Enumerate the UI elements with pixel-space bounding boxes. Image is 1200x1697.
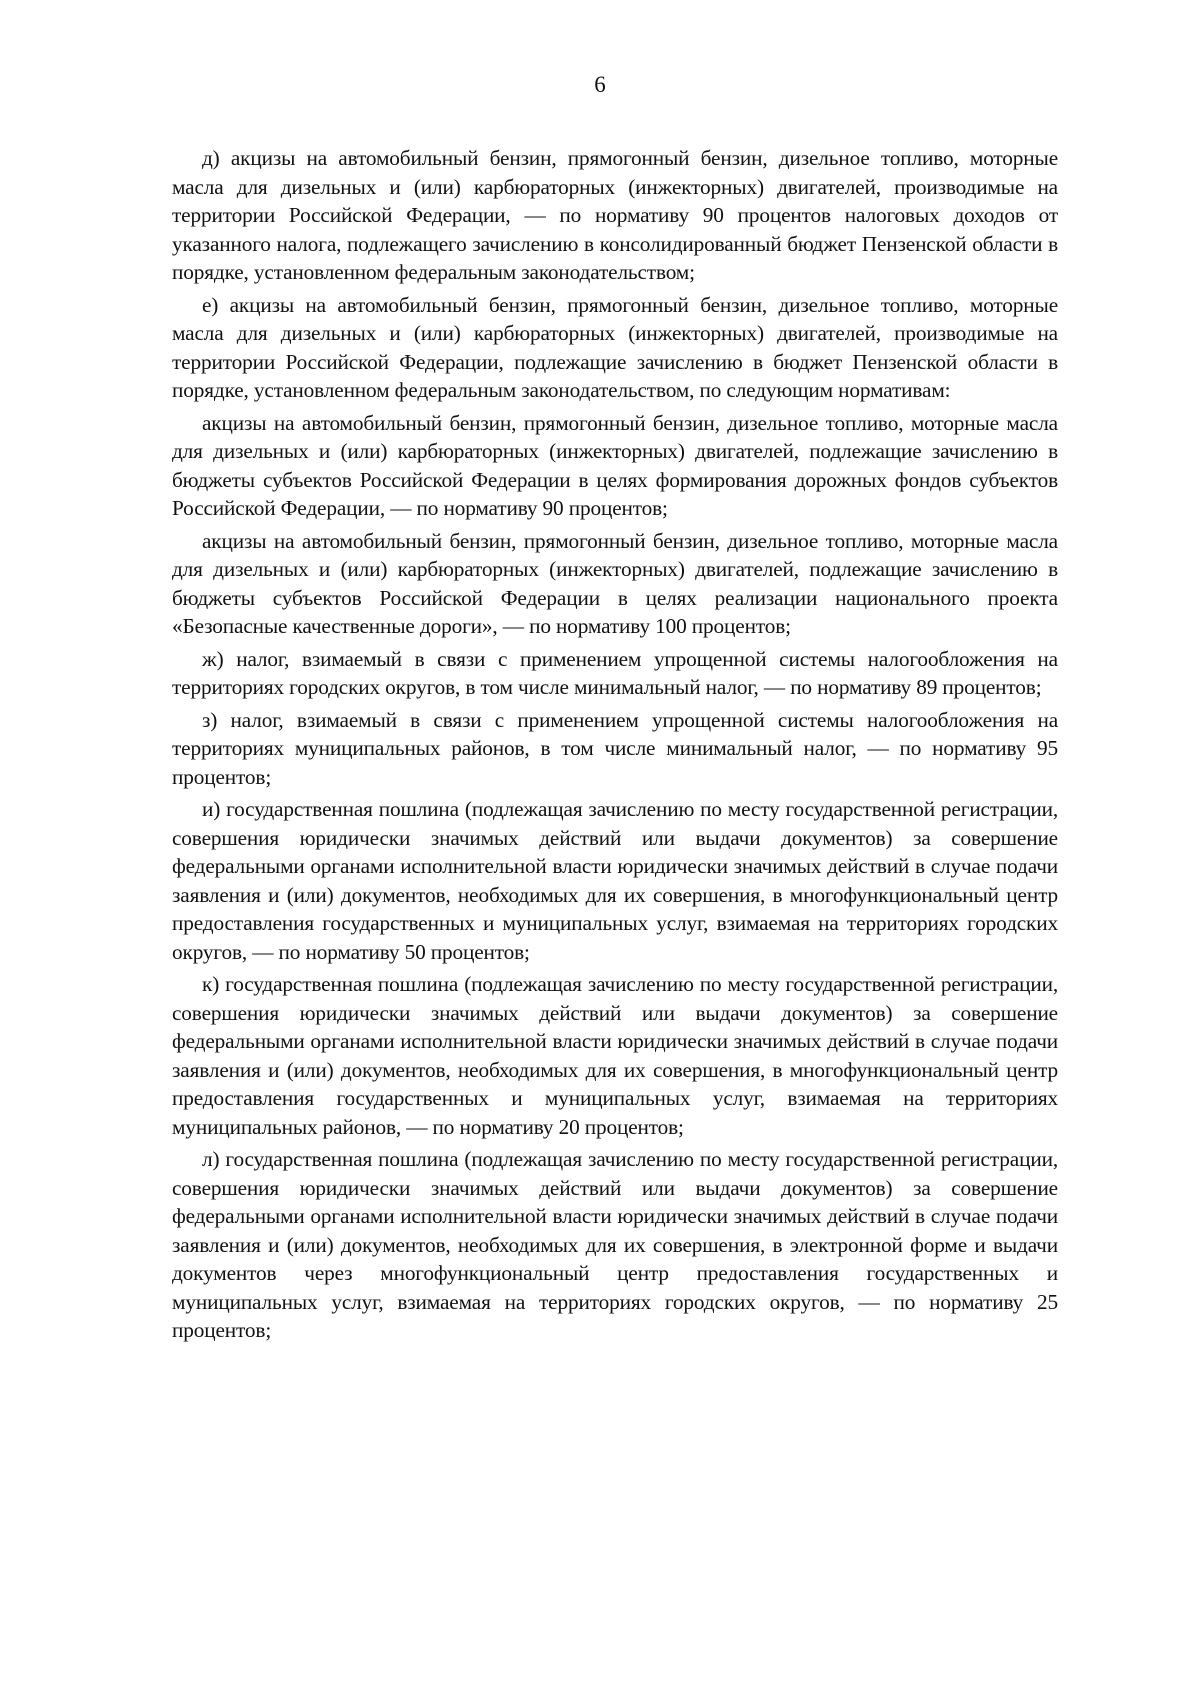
document-body xyxy=(172,144,1058,1349)
paragraph-l: л) государственная пошлина (подлежащая зачислению по месту государственной регистрации, совершения юридически значимых действий или выдачи документов) за совершение федеральными органами исполнительной власти юридически значимых действий в случае подачи заявления и (или) документов, необходимых для их совершения, в электронной форме и выдачи документов через многофункциональный центр предоставления государственных и муниципальных услуг, взимаемая на территориях городских округов, — по нормативу 25 процентов; xyxy=(172,1147,1058,1342)
paragraph-e: е) акцизы на автомобильный бензин, прямогонный бензин, дизельное топливо, моторные масла для дизельных и (или) карбюраторных (инжекторных) двигателей, производимые на территории Российской Федерации, подлежащие зачислению в бюджет Пензенской области в порядке, установленном федеральным законодательством, по следующим нормативам: xyxy=(172,292,1058,402)
paragraph-k: к) государственная пошлина (подлежащая зачислению по месту государственной регистрации, совершения юридически значимых действий или выдачи документов) за совершение федеральными органами исполнительной власти юридически значимых действий в случае подачи заявления и (или) документов, необходимых для их совершения, в многофункциональный центр предоставления государственных и муниципальных услуг, взимаемая на территориях муниципальных районов, — по нормативу 20 процентов; xyxy=(172,972,1058,1139)
paragraph-zh: ж) налог, взимаемый в связи с применением упрощенной системы налогообложения на территориях городских округов, в том числе минимальный налог, — по нормативу 89 процентов; xyxy=(172,646,1058,699)
paragraph-z: з) налог, взимаемый в связи с применением упрощенной системы налогообложения на территориях муниципальных районов, в том числе минимальный налог, — по нормативу 95 процентов; xyxy=(172,707,1058,789)
paragraph-i: и) государственная пошлина (подлежащая зачислению по месту государственной регистрации, совершения юридически значимых действий или выдачи документов) за совершение федеральными органами исполнительной власти юридически значимых действий в случае подачи заявления и (или) документов, необходимых для их совершения, в многофункциональный центр предоставления государственных и муниципальных услуг, взимаемая на территориях городских округов, — по нормативу 50 процентов; xyxy=(172,797,1058,964)
paragraph-e-item-1: акцизы на автомобильный бензин, прямогонный бензин, дизельное топливо, моторные масла для дизельных и (или) карбюраторных (инжекторных) двигателей, подлежащие зачислению в бюджеты субъектов Российской Федерации в целях формирования дорожных фондов субъектов Российской Федерации, — по нормативу 90 процентов; xyxy=(172,410,1058,520)
page-number: 6 xyxy=(594,72,606,97)
paragraph-d: д) акцизы на автомобильный бензин, прямогонный бензин, дизельное топливо, моторные масла для дизельных и (или) карбюраторных (инжекторных) двигателей, производимые на территории Российской Федерации, — по нормативу 90 процентов налоговых доходов от указанного налога, подлежащего зачислению в консолидированный бюджет Пензенской области в порядке, установленном федеральным законодательством; xyxy=(172,146,1058,284)
paragraph-e-item-2: акцизы на автомобильный бензин, прямогонный бензин, дизельное топливо, моторные масла для дизельных и (или) карбюраторных (инжекторных) двигателей, подлежащие зачислению в бюджеты субъектов Российской Федерации в целях реализации национального проекта «Безопасные качественные дороги», — по нормативу 100 процентов; xyxy=(172,528,1058,638)
